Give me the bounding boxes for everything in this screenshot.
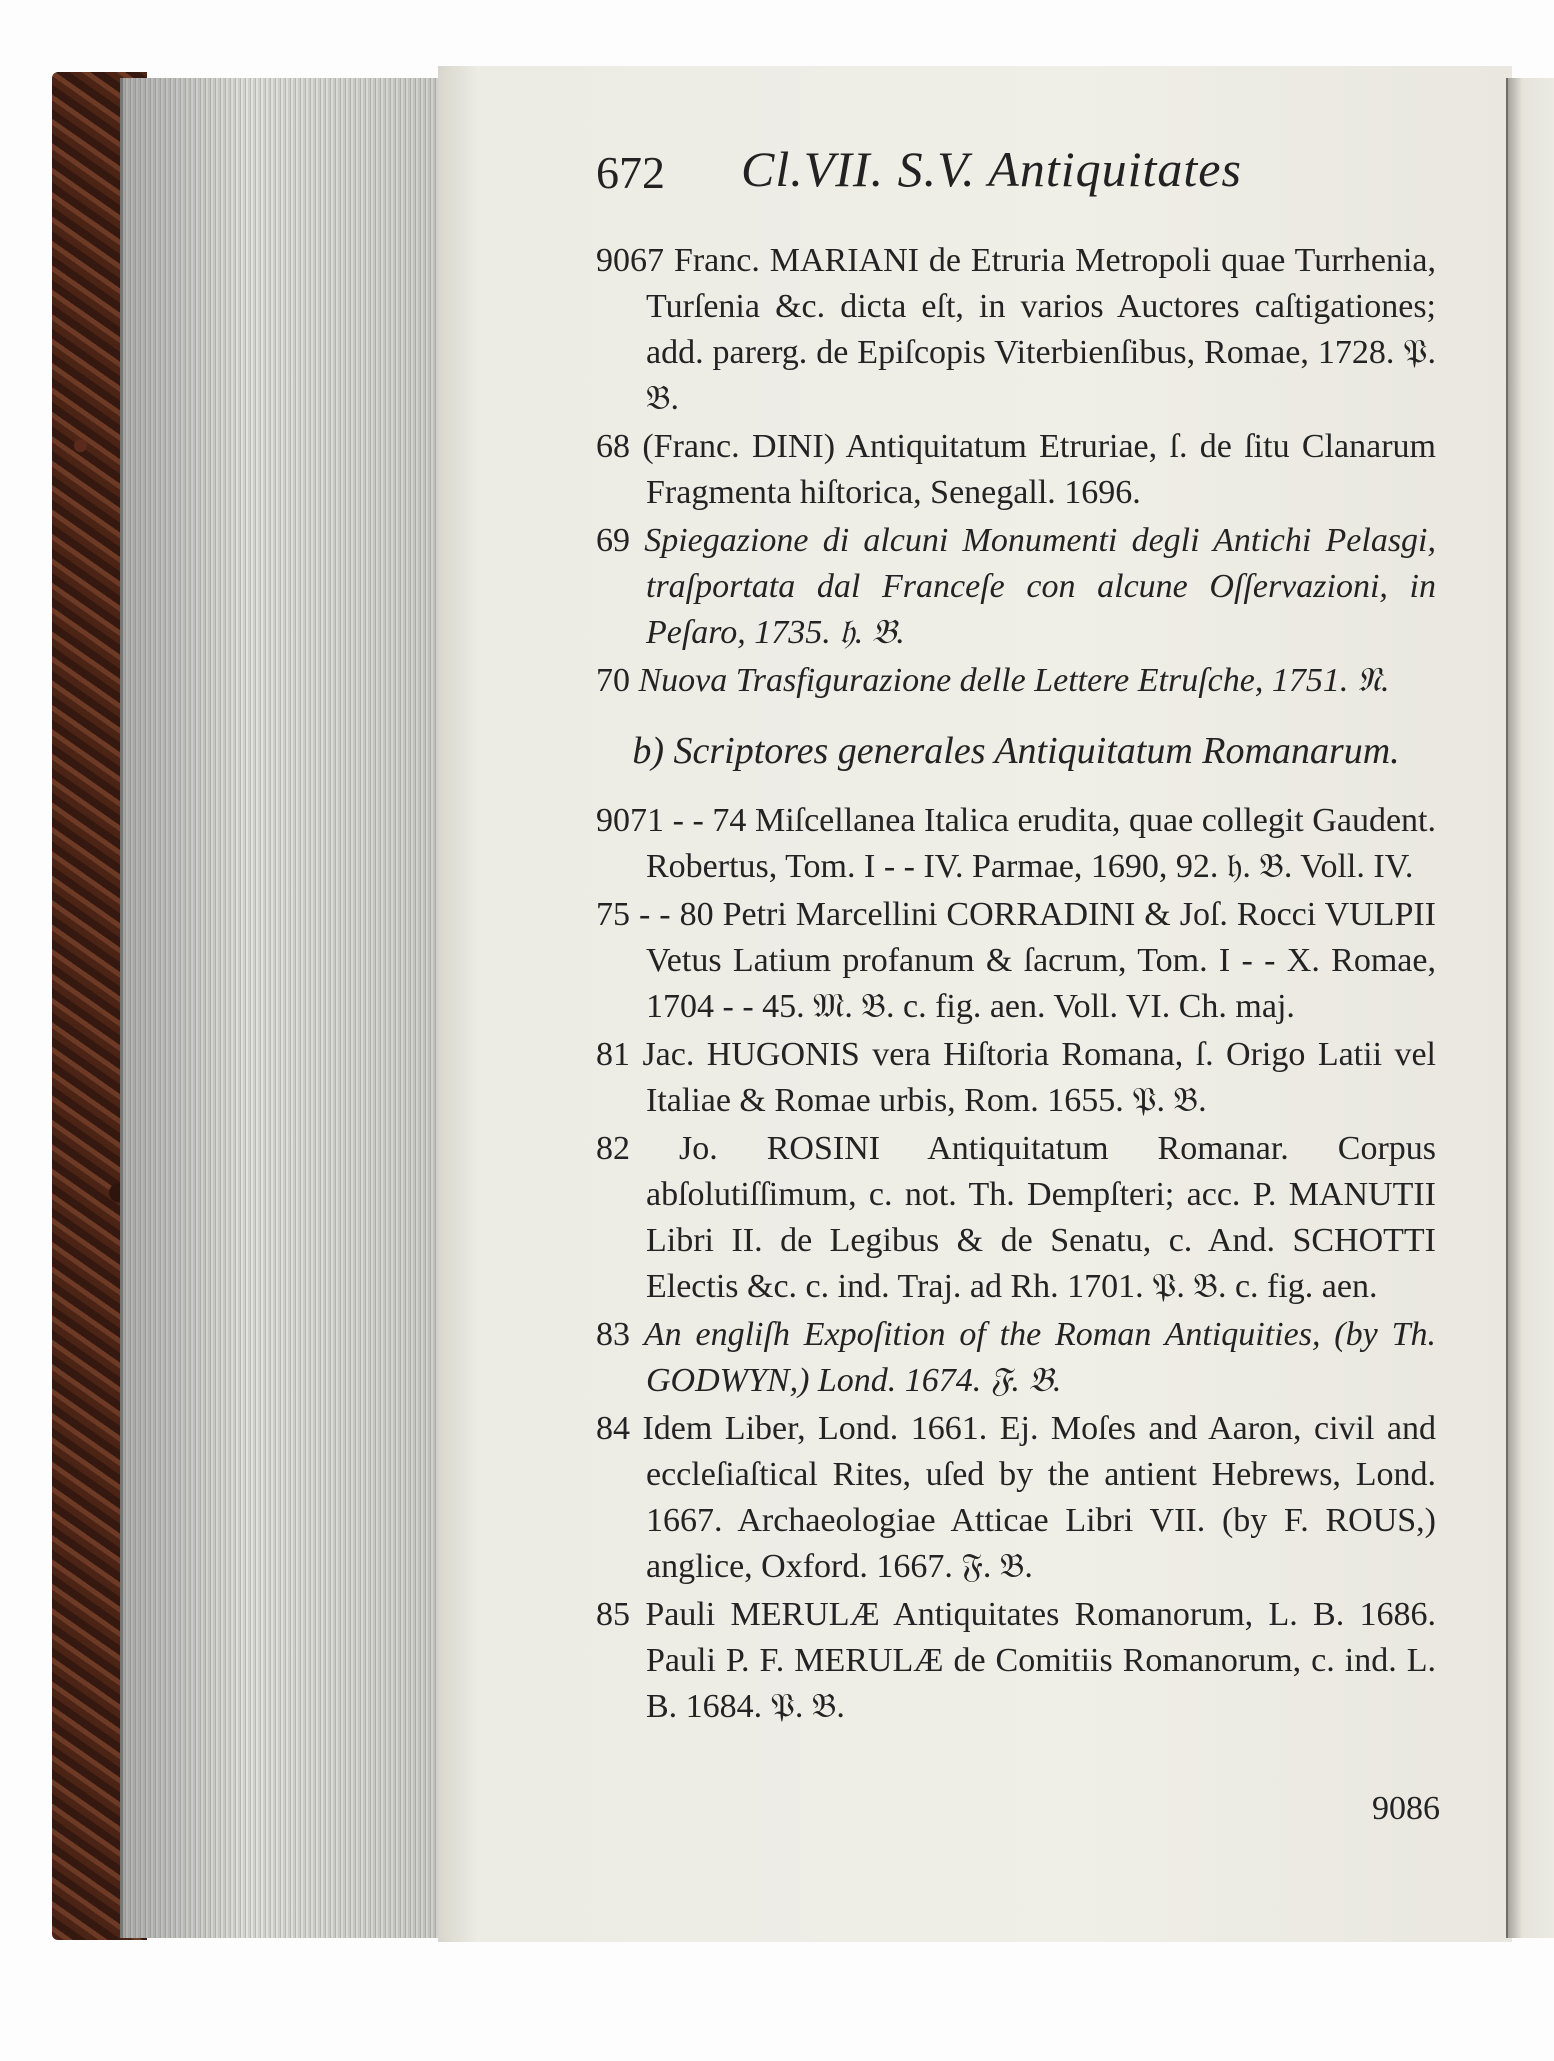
entry-number: 68 — [596, 428, 630, 465]
entry-number: 9071 - - 74 — [596, 802, 747, 839]
list-item — [596, 518, 1436, 656]
list-item — [596, 1126, 1436, 1310]
entry-text: Idem Liber, Lond. 1661. Ej. Moſes and Aaron, civil and eccleſiaſtical Rites, uſed by the antient Hebrews, Lond. 1667. Archaeologiae Atticae Libri VII. (by F. ROUS,) anglice, Oxford. 1667. 𝔉. 𝔅. — [642, 1410, 1436, 1585]
running-title: Cl.VII. S.V. Antiquitates — [741, 141, 1242, 197]
entry-text: An engliſh Expoſition of the Roman Antiquities, (by Th. GODWYN,) Lond. 1674. 𝔉. 𝔅. — [643, 1316, 1436, 1399]
entry-text: Pauli MERULÆ Antiquitates Romanorum, L. B. 1686. Pauli P. F. MERULÆ de Comitiis Romanorum, c. ind. L. B. 1684. 𝔓. 𝔅. — [645, 1596, 1436, 1725]
facing-page-edge — [1506, 78, 1554, 1938]
page-edges-shadow — [120, 78, 438, 1938]
list-item — [596, 1592, 1436, 1730]
entry-number: 75 - - 80 — [596, 896, 714, 933]
entry-number: 81 — [596, 1036, 630, 1073]
entry-number: 9067 — [596, 242, 664, 279]
entry-text: Spiegazione di alcuni Monumenti degli Antichi Pelasgi, traſportata dal Franceſe con alcune Oſſervazioni, in Peſaro, 1735. 𝔥. 𝔅. — [644, 522, 1437, 651]
entry-text: Franc. MARIANI de Etruria Metropoli quae Turrhenia, Turſenia &c. dicta eſt, in varios Auctores caſtigationes; add. parerg. de Epiſcopis Viterbienſibus, Romae, 1728. 𝔓. 𝔅. — [646, 242, 1437, 417]
list-item — [596, 238, 1436, 422]
running-header — [596, 140, 1456, 210]
section-heading: b) Scriptores generales Antiquitatum Romanarum. — [632, 730, 1400, 772]
catchword: 9086 — [1372, 1790, 1440, 1827]
list-item — [596, 1312, 1436, 1404]
list-item — [596, 658, 1436, 704]
entry-number: 69 — [596, 522, 630, 559]
entry-text: Nuova Trasfigurazione delle Lettere Etruſche, 1751. 𝔑. — [638, 662, 1390, 699]
list-item — [596, 1032, 1436, 1124]
entry-number: 84 — [596, 1410, 630, 1447]
entry-text: Jac. HUGONIS vera Hiſtoria Romana, ſ. Origo Latii vel Italiae & Romae urbis, Rom. 1655. 𝔓. 𝔅. — [642, 1036, 1437, 1119]
page-text — [596, 238, 1436, 1732]
entry-text: Jo. ROSINI Antiquitatum Romanar. Corpus abſolutiſſimum, c. not. Th. Dempſteri; acc. P. MANUTII Libri II. de Legibus & de Senatu, c. And. SCHOTTI Electis &c. c. ind. Traj. ad Rh. 1701. 𝔓. 𝔅. c. fig. aen. — [646, 1130, 1436, 1305]
entry-text: (Franc. DINI) Antiquitatum Etruriae, ſ. de ſitu Clanarum Fragmenta hiſtorica, Senegall. 1696. — [642, 428, 1436, 511]
list-item — [596, 424, 1436, 516]
entry-number: 82 — [596, 1130, 630, 1167]
entry-number: 70 — [596, 662, 630, 699]
entry-number: 83 — [596, 1316, 630, 1353]
list-item — [596, 1406, 1436, 1590]
entry-text: Miſcellanea Italica erudita, quae collegit Gaudent. Robertus, Tom. I - - IV. Parmae, 1690, 92. 𝔥. 𝔅. Voll. IV. — [646, 802, 1436, 885]
entry-text: Petri Marcellini CORRADINI & Joſ. Rocci VULPII Vetus Latium profanum & ſacrum, Tom. I - - X. Romae, 1704 - - 45. 𝔐. 𝔅. c. fig. aen. Voll. VI. Ch. maj. — [646, 896, 1436, 1025]
entry-number: 85 — [596, 1596, 630, 1633]
list-item — [596, 798, 1436, 890]
list-item — [596, 892, 1436, 1030]
page-number: 672 — [596, 147, 665, 198]
